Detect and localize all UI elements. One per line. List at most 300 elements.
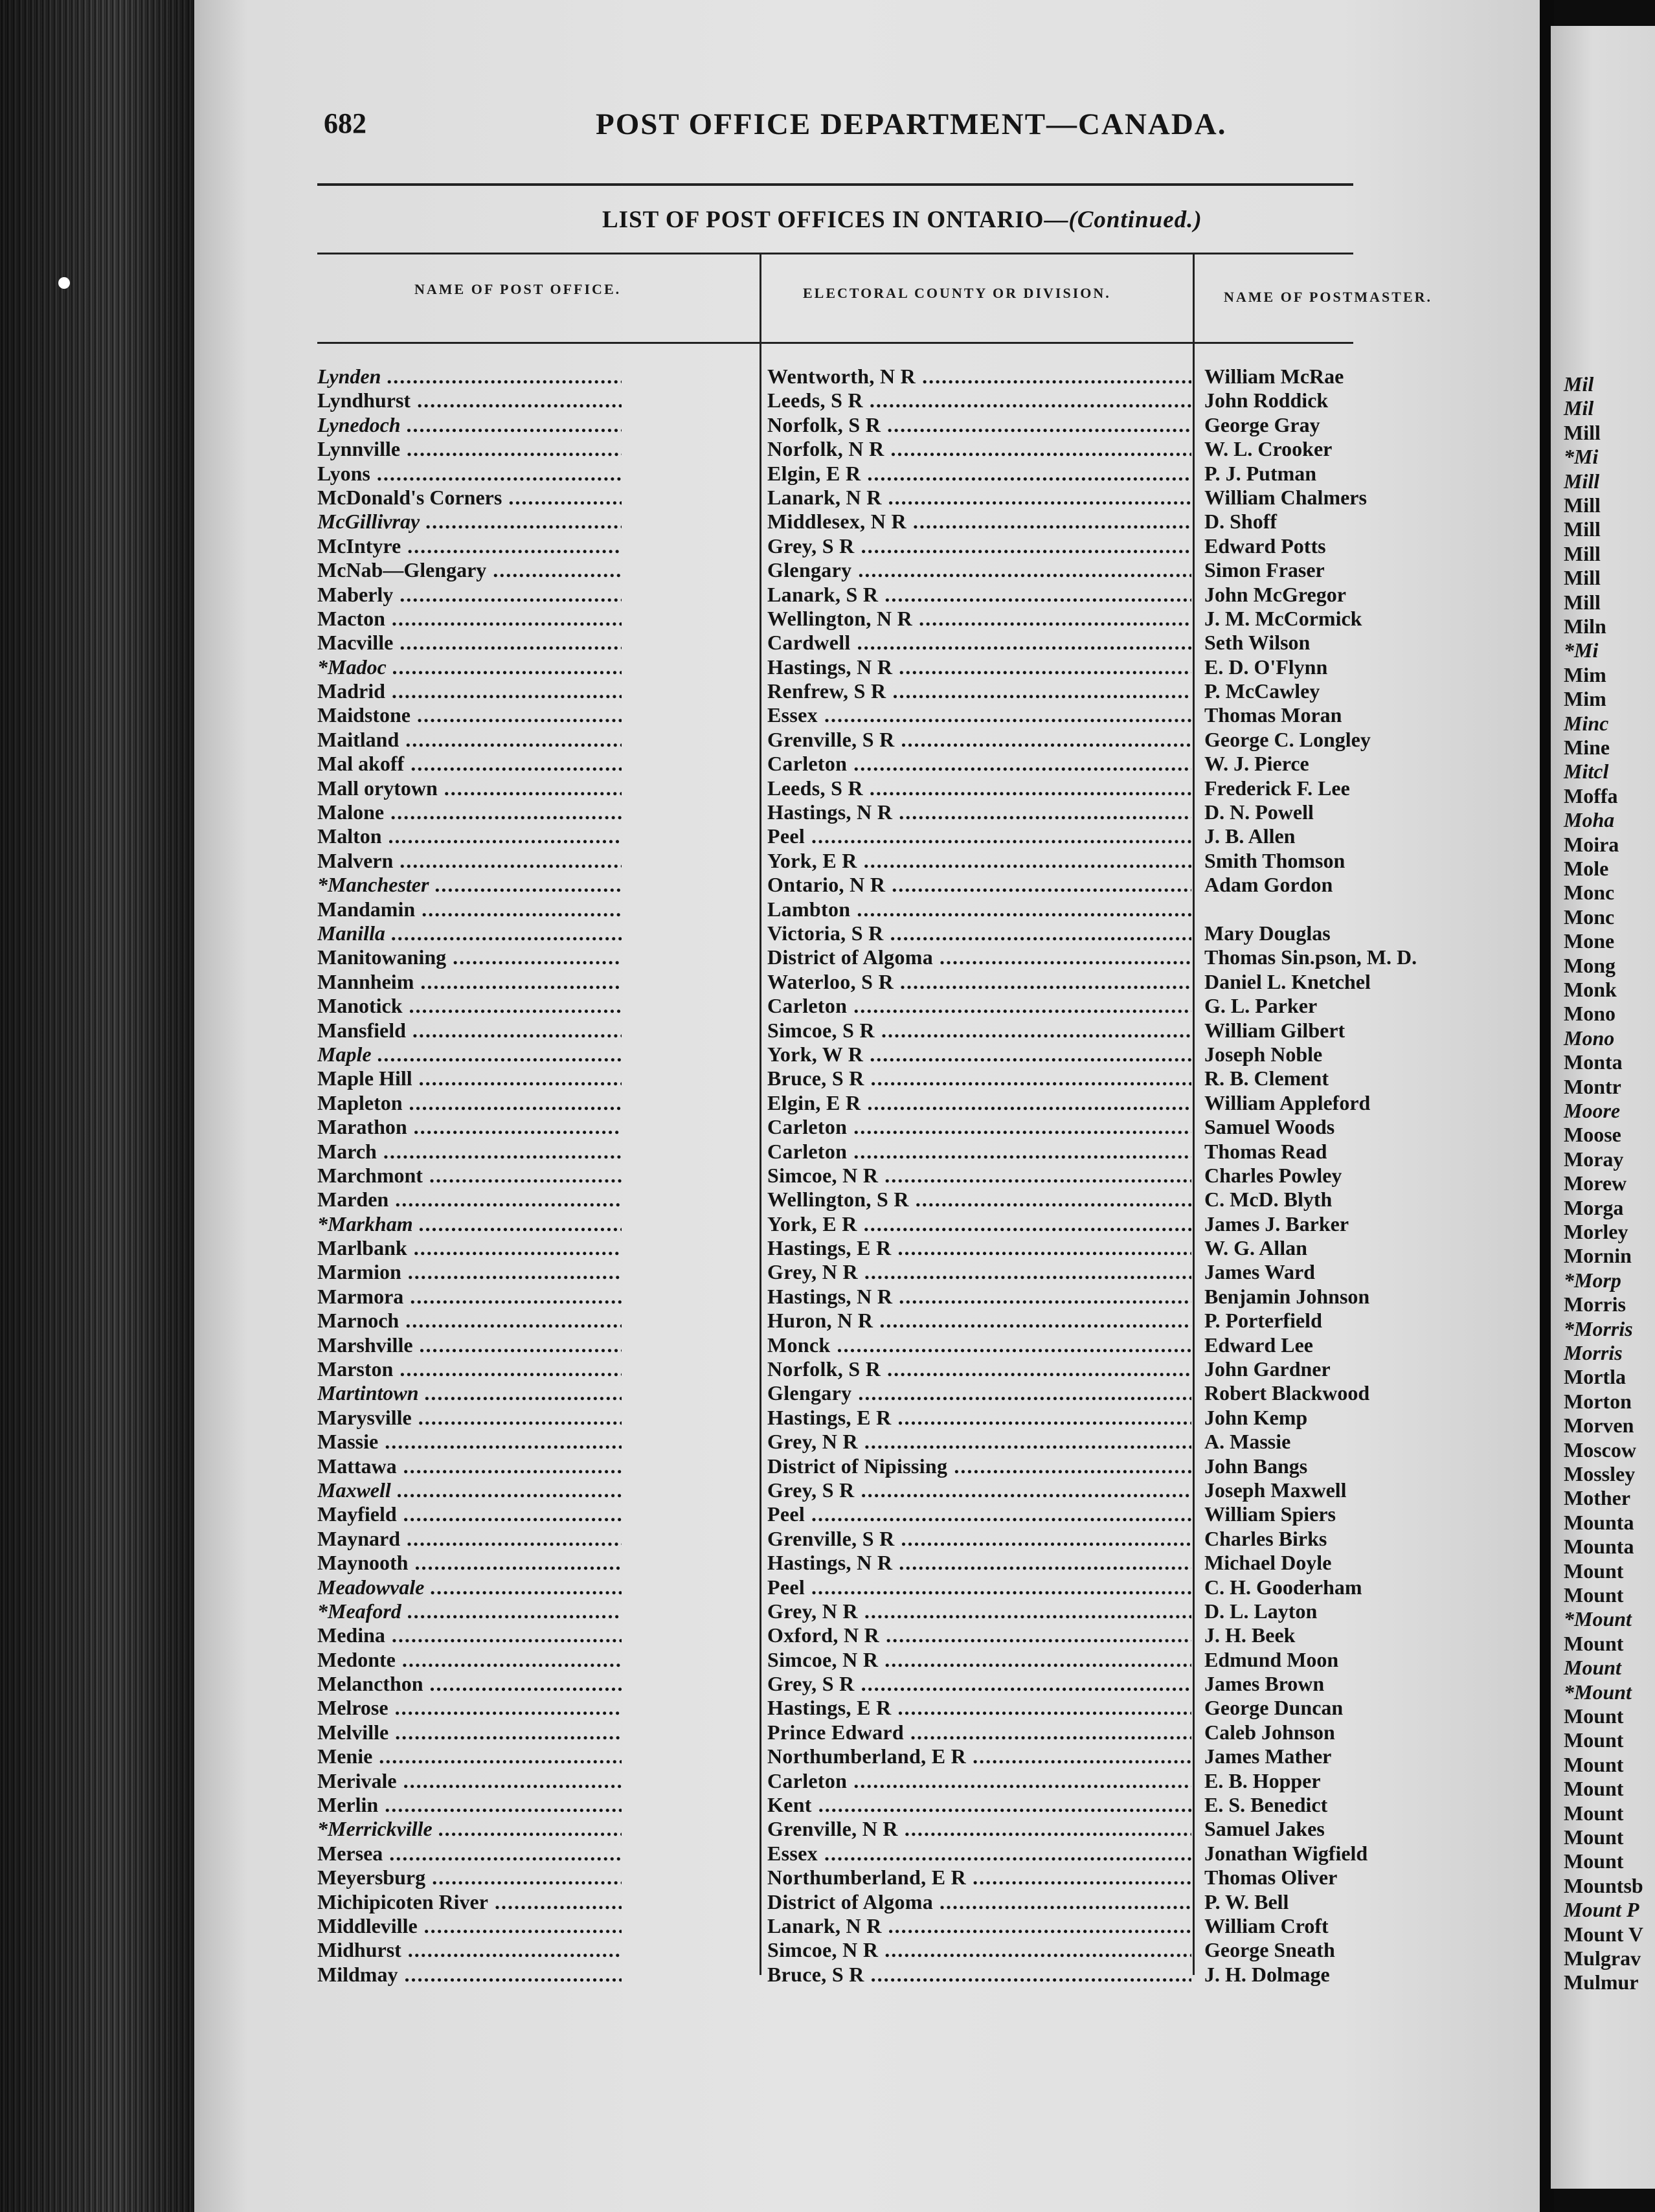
table-row [194,1406,1541,1430]
table-row [194,800,1541,824]
electoral-division: Wellington, N R ..... [767,607,1191,631]
table-row [194,1333,1541,1357]
postmaster-name: Charles Powley [1204,1163,1342,1187]
table-row [194,1744,1541,1768]
electoral-division: Cardwell ..... [767,631,1191,655]
post-office-name: Marysville ..... [317,1406,622,1430]
facing-page-entry: Mount [1564,1559,1624,1583]
electoral-division: Grenville, S R ..... [767,1527,1191,1551]
facing-page-entry: *Mount [1564,1607,1632,1631]
postmaster-name: Frederick F. Lee [1204,776,1350,800]
electoral-division: Elgin, E R ..... [767,462,1191,486]
book-edge-shadow [0,0,194,2212]
postmaster-name: Benjamin Johnson [1204,1284,1370,1308]
postmaster-name: George Sneath [1204,1938,1335,1962]
facing-page-entry: Mount [1564,1583,1624,1607]
electoral-division: Hastings, N R ..... [767,655,1191,679]
page-682 [194,0,1541,2212]
postmaster-name: J. H. Beek [1204,1623,1296,1647]
facing-page-entry: Moira [1564,832,1619,856]
postmaster-name: Mary Douglas [1204,921,1331,945]
electoral-division: Carleton ..... [767,752,1191,776]
postmaster-name: E. D. O'Flynn [1204,655,1328,679]
postmaster-name: James J. Barker [1204,1212,1349,1236]
post-office-name: Massie ..... [317,1430,622,1454]
facing-page-entry: Moose [1564,1123,1621,1147]
electoral-division: Simcoe, S R ..... [767,1019,1191,1043]
facing-page-entry: *Mi [1564,638,1599,662]
electoral-division: Lanark, N R ..... [767,1914,1191,1938]
table-row [194,631,1541,655]
postmaster-name: John McGregor [1204,582,1346,606]
facing-page-entry: Mounta [1564,1535,1634,1559]
table-row [194,365,1541,389]
electoral-division: York, E R ..... [767,849,1191,873]
post-office-name: Mannheim ..... [317,970,622,994]
post-office-name: Lynnville ..... [317,437,622,461]
electoral-division: Grey, S R ..... [767,1672,1191,1696]
table-row [194,1963,1541,1987]
list-title-continued: (Continued.) [1068,207,1202,233]
post-office-name: Marmora ..... [317,1285,622,1309]
list-title-main: LIST OF POST OFFICES IN ONTARIO— [602,207,1069,233]
electoral-division: Carleton ..... [767,1140,1191,1164]
postmaster-name: E. S. Benedict [1204,1793,1328,1817]
post-office-name: *Merrickville ..... [317,1817,622,1841]
postmaster-name: Charles Birks [1204,1526,1327,1550]
facing-page-entry: Monc [1564,881,1615,905]
postmaster-name: P. J. Putman [1204,461,1317,485]
electoral-division: Essex ..... [767,703,1191,727]
table-row [194,534,1541,558]
facing-page-entry: Mill [1564,469,1600,493]
post-office-name: *Meaford ..... [317,1599,622,1623]
post-office-name: Merlin ..... [317,1793,622,1817]
table-row [194,1575,1541,1599]
table-row [194,1793,1541,1817]
postmaster-name: William McRae [1204,365,1344,388]
facing-page-entry: Monta [1564,1050,1623,1074]
facing-page-entry: Moha [1564,808,1615,832]
post-office-name: Maberly ..... [317,583,622,607]
postmaster-name: C. McD. Blyth [1204,1188,1333,1212]
table-row [194,1043,1541,1066]
facing-page-entry: Montr [1564,1074,1621,1098]
electoral-division: Middlesex, N R ..... [767,510,1191,534]
post-office-name: Marden ..... [317,1188,622,1212]
table-row [194,921,1541,945]
facing-page-entry: Morris [1564,1341,1623,1364]
electoral-division: District of Algoma ..... [767,945,1191,969]
electoral-division: Peel ..... [767,824,1191,848]
facing-page-entry: Monk [1564,978,1617,1001]
electoral-division: York, E R ..... [767,1212,1191,1236]
facing-page-entry: Mim [1564,687,1606,711]
electoral-division: Simcoe, N R ..... [767,1164,1191,1188]
table-row [194,1890,1541,1914]
table-row [194,1188,1541,1212]
facing-page-entry: Moffa [1564,784,1618,807]
postmaster-name: Simon Fraser [1204,558,1325,582]
electoral-division: Leeds, S R ..... [767,389,1191,412]
postmaster-name: J. B. Allen [1204,824,1296,848]
post-office-name: Mayfield ..... [317,1502,622,1526]
table-row [194,1236,1541,1260]
table-row [194,679,1541,703]
post-office-name: Madrid ..... [317,679,622,703]
table-row [194,1381,1541,1405]
postmaster-name: William Spiers [1204,1502,1336,1526]
facing-page-entry: Minc [1564,711,1609,735]
postmaster-name: Smith Thomson [1204,848,1345,872]
postmaster-name: R. B. Clement [1204,1066,1329,1090]
table-row [194,462,1541,486]
facing-page-entry: Mossley [1564,1462,1636,1485]
table-row [194,1527,1541,1551]
electoral-division: Grey, N R ..... [767,1430,1191,1454]
table-row [194,945,1541,969]
running-title: POST OFFICE DEPARTMENT—CANADA. [596,107,1227,141]
electoral-division: Grenville, N R ..... [767,1817,1191,1841]
postmaster-name: George Gray [1204,412,1320,436]
postmaster-name: James Brown [1204,1672,1325,1696]
post-office-name: Maple Hill ..... [317,1066,622,1090]
facing-page-entry: Mill [1564,517,1601,541]
post-office-name: Marchmont ..... [317,1164,622,1188]
table-row [194,1066,1541,1090]
facing-page-entry: Mine [1564,736,1610,759]
table-row [194,486,1541,510]
facing-page-entry: Mone [1564,929,1615,953]
table-row [194,655,1541,679]
facing-page-entry: Morven [1564,1414,1634,1438]
post-office-name: McDonald's Corners ..... [317,486,622,510]
post-office-name: Macton ..... [317,607,622,631]
post-office-name: Marlbank ..... [317,1236,622,1260]
postmaster-name: J. M. McCormick [1204,606,1362,630]
postmaster-name: Thomas Sin.pson, M. D. [1204,945,1417,969]
facing-page-entry: Morton [1564,1389,1632,1413]
facing-page-entry: Mother [1564,1486,1631,1510]
facing-page-entry: Miln [1564,615,1606,638]
postmaster-name: J. H. Dolmage [1204,1962,1330,1986]
column-header-postmaster: NAME OF POSTMASTER. [1224,289,1433,305]
table-row [194,1019,1541,1043]
table-row [194,873,1541,897]
facing-page-entry: Mono [1564,1026,1615,1050]
postmaster-name: John Kemp [1204,1405,1308,1429]
post-office-name: Medina ..... [317,1623,622,1647]
post-office-name: McNab—Glengary ..... [317,558,622,582]
electoral-division: Ontario, N R ..... [767,873,1191,897]
electoral-division: York, W R ..... [767,1043,1191,1066]
electoral-division: Hastings, N R ..... [767,1285,1191,1309]
postmaster-name: C. H. Gooderham [1204,1575,1362,1599]
facing-page-entry: *Morris [1564,1316,1633,1340]
postmaster-name: Seth Wilson [1204,631,1311,655]
electoral-division: Peel ..... [767,1575,1191,1599]
postmaster-name: D. L. Layton [1204,1599,1318,1623]
facing-page-entry: Mulgrav [1564,1947,1641,1970]
postmaster-name: James Mather [1204,1744,1332,1768]
electoral-division: Grey, N R ..... [767,1599,1191,1623]
facing-page-entry: Moscow [1564,1438,1636,1462]
electoral-division: Bruce, S R ..... [767,1066,1191,1090]
electoral-division: Norfolk, S R ..... [767,1357,1191,1381]
post-office-name: Midhurst ..... [317,1938,622,1962]
scan-speck [58,277,70,289]
table-row [194,1115,1541,1139]
postmaster-name: Joseph Noble [1204,1042,1323,1066]
facing-page-entry: Mount P [1564,1898,1639,1922]
post-office-name: Marnoch ..... [317,1309,622,1333]
facing-page-entry: *Mount [1564,1680,1632,1704]
facing-page-entry: Mulmur [1564,1970,1639,1994]
table-row [194,1260,1541,1284]
post-office-name: Maynard ..... [317,1527,622,1551]
electoral-division: Elgin, E R ..... [767,1091,1191,1115]
postmaster-name: D. N. Powell [1204,800,1314,824]
facing-page-fragment [1551,26,1655,2189]
postmaster-name: Caleb Johnson [1204,1720,1335,1744]
postmaster-name: P. McCawley [1204,679,1320,703]
post-office-name: Marathon ..... [317,1115,622,1139]
post-office-name: Mildmay ..... [317,1963,622,1987]
post-office-name: Mattawa ..... [317,1454,622,1478]
post-office-name: Menie ..... [317,1744,622,1768]
electoral-division: Prince Edward ..... [767,1721,1191,1744]
post-office-name: Marmion ..... [317,1260,622,1284]
post-office-name: Meyersburg ..... [317,1866,622,1890]
post-office-name: Lyons ..... [317,462,622,486]
facing-page-entry: Morris [1564,1292,1626,1316]
table-row [194,1866,1541,1890]
electoral-division: Glengary ..... [767,1381,1191,1405]
postmaster-name: James Ward [1204,1260,1315,1284]
postmaster-name: Edward Potts [1204,534,1326,558]
table-row [194,752,1541,776]
postmaster-name: Thomas Read [1204,1139,1327,1163]
postmaster-name: W. L. Crooker [1204,437,1333,461]
electoral-division: Victoria, S R ..... [767,921,1191,945]
post-office-name: Martintown ..... [317,1381,622,1405]
post-office-name: Marshville ..... [317,1333,622,1357]
electoral-division: Lanark, N R ..... [767,486,1191,510]
post-office-name: Melville ..... [317,1721,622,1744]
table-row [194,1914,1541,1938]
post-office-name: Mal akoff ..... [317,752,622,776]
facing-page-entry: *Morp [1564,1268,1621,1292]
facing-page-entry: Mill [1564,590,1601,614]
postmaster-name: John Roddick [1204,389,1329,412]
postmaster-name: Robert Blackwood [1204,1381,1370,1405]
electoral-division: Lambton ..... [767,897,1191,921]
facing-page-entry: Mountsb [1564,1873,1643,1897]
table-row [194,1623,1541,1647]
table-row [194,824,1541,848]
post-office-name: Marston ..... [317,1357,622,1381]
page-number: 682 [324,107,366,139]
post-office-name: Mersea ..... [317,1842,622,1866]
table-row [194,1285,1541,1309]
electoral-division: Northumberland, E R ..... [767,1744,1191,1768]
electoral-division: Hastings, N R ..... [767,800,1191,824]
facing-page-entry: Mill [1564,493,1601,517]
table-row [194,897,1541,921]
postmaster-name: Edward Lee [1204,1333,1313,1357]
post-office-name: Mansfield ..... [317,1019,622,1043]
electoral-division: Grey, S R ..... [767,1478,1191,1502]
post-office-list [194,365,1541,1987]
table-row [194,1430,1541,1454]
postmaster-name: Daniel L. Knetchel [1204,969,1371,993]
post-office-name: Lynden ..... [317,365,622,389]
electoral-division: Simcoe, N R ..... [767,1938,1191,1962]
post-office-name: *Markham ..... [317,1212,622,1236]
electoral-division: Carleton ..... [767,994,1191,1018]
post-office-name: Maitland ..... [317,728,622,752]
facing-page-entry: Mil [1564,372,1594,396]
post-office-name: Maynooth ..... [317,1551,622,1575]
table-top-rule [317,253,1353,254]
postmaster-name: William Croft [1204,1914,1329,1937]
electoral-division: Simcoe, N R ..... [767,1648,1191,1672]
electoral-division: Hastings, E R ..... [767,1406,1191,1430]
post-office-name: Maidstone ..... [317,703,622,727]
electoral-division: Kent ..... [767,1793,1191,1817]
electoral-division: Essex ..... [767,1842,1191,1866]
table-row [194,607,1541,631]
table-row [194,1357,1541,1381]
postmaster-name: John Bangs [1204,1454,1308,1478]
facing-page-entry: Mortla [1564,1365,1626,1389]
facing-page-entry: Moray [1564,1147,1624,1171]
facing-page-entry: *Mi [1564,445,1599,469]
postmaster-name: Samuel Jakes [1204,1817,1325,1841]
table-row [194,1164,1541,1188]
column-header-office: NAME OF POST OFFICE. [414,281,622,297]
post-office-name: Malvern ..... [317,849,622,873]
table-row [194,1817,1541,1841]
post-office-name: Mall orytown ..... [317,776,622,800]
facing-page-entry: Mornin [1564,1244,1632,1268]
table-row [194,849,1541,873]
facing-page-entry: Monc [1564,905,1615,929]
electoral-division: Wellington, S R ..... [767,1188,1191,1212]
facing-page-entry: Mole [1564,857,1609,880]
facing-page-entry: Mount [1564,1777,1624,1801]
facing-page-entry: Morley [1564,1220,1628,1243]
postmaster-name: Michael Doyle [1204,1551,1332,1575]
facing-page-entry: Mounta [1564,1510,1634,1534]
postmaster-name: William Gilbert [1204,1018,1345,1042]
facing-page-entry: Mill [1564,566,1601,590]
table-row [194,1599,1541,1623]
table-row [194,583,1541,607]
postmaster-name: Edmund Moon [1204,1647,1339,1671]
electoral-division: Carleton ..... [767,1769,1191,1793]
postmaster-name: Thomas Moran [1204,703,1342,727]
post-office-name: Merivale ..... [317,1769,622,1793]
facing-page-entry: Morew [1564,1171,1627,1195]
electoral-division: District of Nipissing ..... [767,1454,1191,1478]
table-row [194,1502,1541,1526]
table-row [194,558,1541,582]
postmaster-name: P. Porterfield [1204,1309,1322,1333]
column-header-county: ELECTORAL COUNTY OR DIVISION. [803,285,1111,301]
facing-page-entry: Mil [1564,396,1594,420]
facing-page-entry: Mount [1564,1801,1624,1825]
electoral-division: Monck ..... [767,1333,1191,1357]
post-office-name: Maxwell ..... [317,1478,622,1502]
facing-page-entry: Mount [1564,1728,1624,1752]
electoral-division: Huron, N R ..... [767,1309,1191,1333]
post-office-name: McIntyre ..... [317,534,622,558]
facing-page-entry: Mill [1564,420,1601,444]
postmaster-name: Joseph Maxwell [1204,1478,1347,1502]
facing-page-entry: Morga [1564,1195,1624,1219]
table-row [194,1309,1541,1333]
post-office-name: Meadowvale ..... [317,1575,622,1599]
facing-page-entry: Mount [1564,1825,1624,1849]
post-office-name: Malton ..... [317,824,622,848]
post-office-name: Malone ..... [317,800,622,824]
post-office-name: *Manchester ..... [317,873,622,897]
facing-page-entry: Mount [1564,1849,1624,1873]
post-office-name: Michipicoten River ..... [317,1890,622,1914]
table-row [194,1769,1541,1793]
table-header-rule [317,342,1353,344]
post-office-name: Medonte ..... [317,1648,622,1672]
facing-page-entry: Mount [1564,1752,1624,1776]
electoral-division: Northumberland, E R ..... [767,1866,1191,1890]
electoral-division: Wentworth, N R ..... [767,365,1191,389]
table-row [194,510,1541,534]
facing-page-entry: Mount V [1564,1922,1643,1946]
post-office-name: Melancthon ..... [317,1672,622,1696]
postmaster-name: Jonathan Wigfield [1204,1841,1368,1865]
list-title [602,206,1202,234]
facing-page-entry: Mount [1564,1704,1624,1728]
post-office-name: Lyndhurst ..... [317,389,622,412]
postmaster-name: A. Massie [1204,1430,1291,1454]
postmaster-name: G. L. Parker [1204,994,1318,1018]
facing-page-entry: Mill [1564,541,1601,565]
post-office-name: Manitowaning ..... [317,945,622,969]
postmaster-name: D. Shoff [1204,510,1278,534]
electoral-division: Waterloo, S R ..... [767,970,1191,994]
electoral-division: Renfrew, S R ..... [767,679,1191,703]
top-rule [317,183,1353,186]
electoral-division: District of Algoma ..... [767,1890,1191,1914]
table-row [194,1842,1541,1866]
post-office-name: Lynedoch ..... [317,413,622,437]
electoral-division: Glengary ..... [767,558,1191,582]
post-office-name: Manotick ..... [317,994,622,1018]
post-office-name: Melrose ..... [317,1696,622,1720]
post-office-name: Mapleton ..... [317,1091,622,1115]
postmaster-name: E. B. Hopper [1204,1768,1321,1792]
table-row [194,1478,1541,1502]
post-office-name: McGillivray ..... [317,510,622,534]
table-row [194,994,1541,1018]
postmaster-name: Adam Gordon [1204,873,1333,897]
facing-page-entry: Mono [1564,1002,1616,1026]
postmaster-name: William Chalmers [1204,485,1367,509]
facing-page-entry: Mount [1564,1631,1624,1655]
facing-page-entry: Mount [1564,1656,1621,1680]
table-row [194,776,1541,800]
